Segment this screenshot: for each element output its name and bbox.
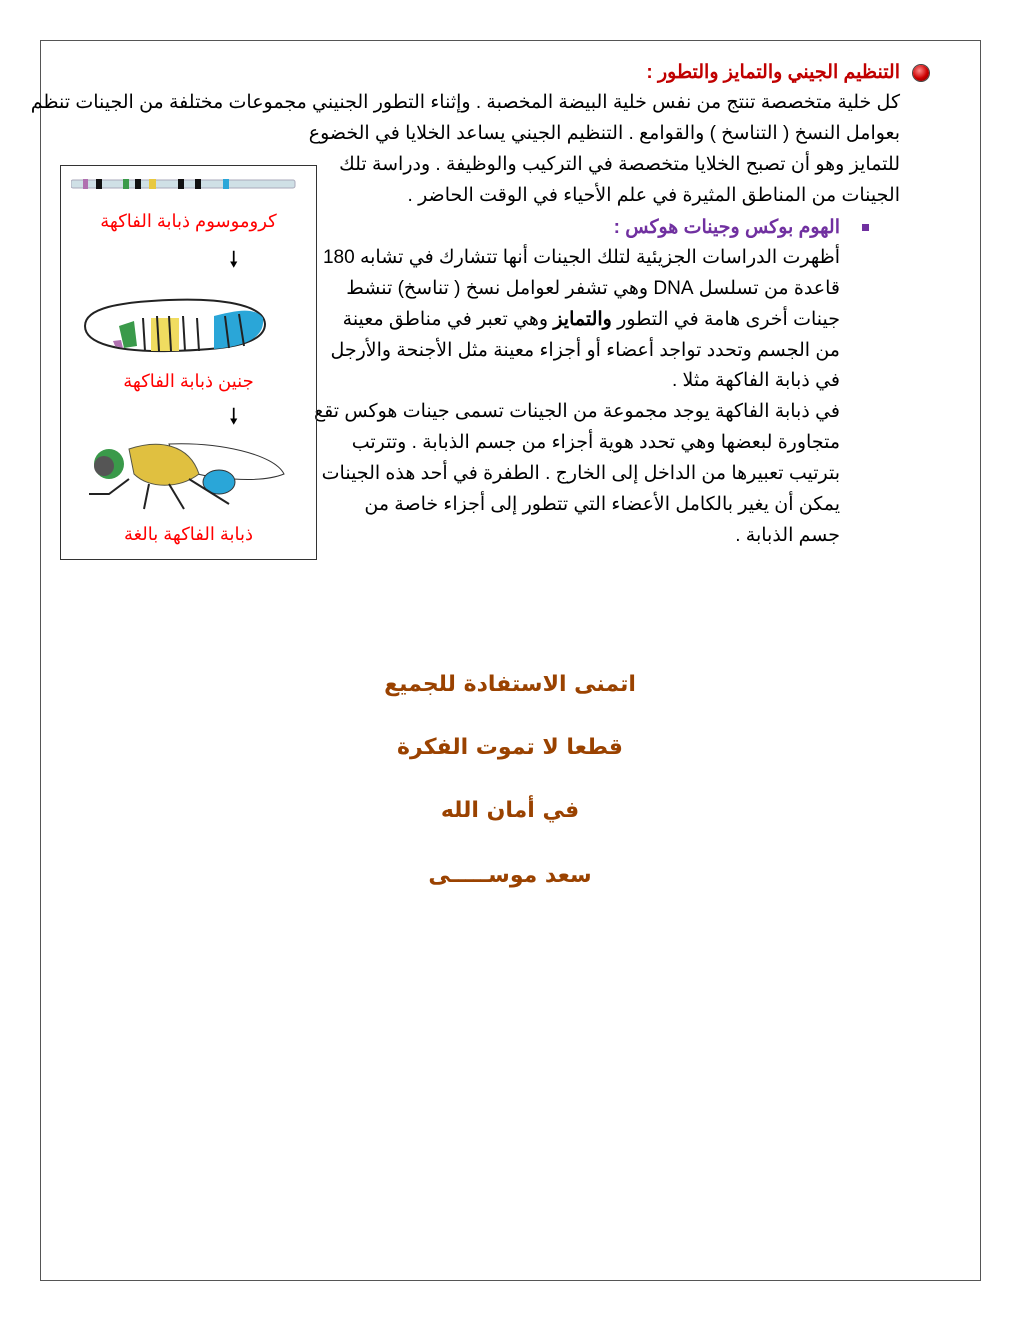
down-arrow-icon: 🠗 bbox=[229, 404, 239, 429]
paragraph-line: أظهرت الدراسات الجزيئية لتلك الجينات أنها تتشارك في تشابه 180 bbox=[322, 247, 840, 268]
paragraph-line: جسم الذبابة . bbox=[735, 525, 840, 546]
red-ball-bullet-icon bbox=[913, 65, 929, 81]
paragraph-line: بعوامل النسخ ( التناسخ ) والقوامع . التنظيم الجيني يساعد الخلايا في الخضوع bbox=[308, 123, 900, 144]
paragraph-line: للتمايز وهو أن تصبح الخلايا متخصصة في التركيب والوظيفة . ودراسة تلك bbox=[339, 154, 900, 175]
closing-line: قطعا لا تموت الفكرة bbox=[397, 735, 623, 760]
down-arrow-icon: 🠗 bbox=[229, 247, 239, 272]
paragraph-line: في ذبابة الفاكهة مثلا . bbox=[671, 370, 840, 391]
section-heading-homeobox: الهوم بوكس وجينات هوكس : bbox=[613, 217, 840, 238]
closing-line: اتمنى الاستفادة للجميع bbox=[384, 672, 636, 697]
text-span: وهي تعبر في مناطق معينة bbox=[342, 309, 549, 330]
paragraph-line: كل خلية متخصصة تنتج من نفس خلية البيضة المخصبة . وإثناء التطور الجنيني مجموعات مختلفة من الجينات تنظم bbox=[30, 92, 900, 113]
paragraph-line bbox=[343, 308, 840, 332]
caption-adult-fly: ذبابة الفاكهة بالغة bbox=[123, 524, 254, 544]
paragraph-line: من الجسم وتحدد تواجد أعضاء أو أجزاء معينة مثل الأجنحة والأرجل bbox=[330, 340, 840, 361]
caption-chromosome: كروموسوم ذبابة الفاكهة bbox=[100, 211, 277, 231]
paragraph-line: بترتيب تعبيرها من الداخل إلى الخارج . الطفرة في أحد هذه الجينات bbox=[321, 463, 840, 484]
section-heading-gene-regulation: التنظيم الجيني والتمايز والتطور : bbox=[646, 62, 900, 83]
bold-word: والتمايز bbox=[553, 309, 612, 330]
paragraph-line: يمكن أن يغير بالكامل الأعضاء التي تتطور إلى أجزاء خاصة من bbox=[364, 494, 840, 515]
caption-embryo: جنين ذبابة الفاكهة bbox=[123, 371, 254, 391]
square-bullet-icon bbox=[862, 224, 869, 231]
paragraph-line: متجاورة لبعضها وهي تحدد هوية أجزاء من جسم الذبابة . وتترتب bbox=[351, 432, 840, 453]
paragraph-line: في ذبابة الفاكهة يوجد مجموعة من الجينات تسمى جينات هوكس تقع bbox=[314, 401, 840, 422]
embryo-image bbox=[79, 296, 271, 356]
paragraph-line: قاعدة من تسلسل DNA وهي تشفر لعوامل نسخ ( تناسخ) تنشط bbox=[346, 278, 840, 299]
chromosome-image bbox=[71, 176, 296, 192]
adult-fly-image bbox=[89, 434, 289, 514]
paragraph-line: الجينات من المناطق المثيرة في علم الأحياء في الوقت الحاضر . bbox=[407, 185, 900, 206]
fruit-fly-figure bbox=[60, 165, 317, 560]
author-signature: سعد موســـــى bbox=[428, 863, 592, 888]
text-span: جينات أخرى هامة في التطور bbox=[617, 309, 840, 330]
closing-line: في أمان الله bbox=[440, 798, 580, 823]
